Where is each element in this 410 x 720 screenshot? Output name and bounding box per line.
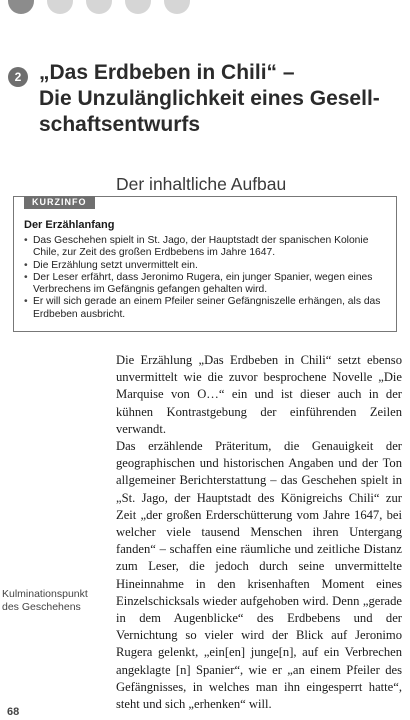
chapter-header [8,60,402,138]
body-text [116,352,402,713]
chapter-title-line: schaftsentwurfs [39,113,201,136]
summary-item: • Er will sich gerade an einem Pfeiler seiner Gefängniszelle erhängen, als das Erdbeben ausbricht. [24,296,388,321]
chapter-tab [125,0,151,14]
chapter-tabs [8,0,190,14]
chapter-title [39,60,402,138]
margin-note: Kulminationspunkt des Geschehens [2,588,88,613]
section-heading: Der inhaltliche Aufbau [116,174,287,194]
chapter-number-badge: 2 [8,67,28,87]
chapter-tab [86,0,112,14]
chapter-tab-active [8,0,34,14]
chapter-tab [47,0,73,14]
summary-list [24,235,388,321]
chapter-tab [164,0,190,14]
summary-item: • Der Leser erfährt, dass Jeronimo Rugera, ein junger Spanier, wegen eines Verbrechens im Gefängnis gefangen gehalten wird. [24,272,388,297]
body-paragraph: Das erzählende Präteritum, die Genauigkeit der geographischen und historischen Angaben und der Ton allgemeiner Berichterstattung – das Geschehen spielt in „St. Jago, der Hauptstadt des Königreichs Chili“ zur Zeit „der großen Erderschütterung vom Jahre 1647, bei welcher viele tausend Menschen ihren Untergang fanden“ – schaffen eine räumliche und zeitliche Distanz zum Leser, die jedoch durch seine unvermittelte Hineinnahme in den krisenhaften Moment eines Einzelschicksals wieder aufgehoben wird. Denn „gerade in dem Augenblicke“ des Erdbebens und der Vernichtung so vieler wird der Blick auf Jeronimo Rugera gelenkt, „ein[en] junge[n], auf ein Verbrechen angeklagte [n] Spanier“, wie er „an einem Pfeiler des Gefängnisses, in welches man ihn eingesperrt hatte“, steht und sich „erhenken“ will. [116,439,402,712]
summary-box [13,196,397,332]
page-number: 68 [7,706,20,718]
summary-box-tag: KURZINFO [24,196,95,209]
body-paragraph: Die Erzählung „Das Erdbeben in Chili“ setzt ebenso unvermittelt wie die zuvor besprochene Novelle „Die Marquise von O…“ ein und ist dieser auch in der kühnen Kontrastgebung der einführenden Zeilen verwandt. [116,353,402,436]
chapter-title-line: „Das Erdbeben in Chili“ – [39,61,295,84]
summary-item: • Das Geschehen spielt in St. Jago, der Hauptstadt der spanischen Kolonie Chile, zur Zeit des großen Erdbebens im Jahre 1647. [24,235,388,260]
summary-item: • Die Erzählung setzt unvermittelt ein. [24,260,388,272]
summary-box-heading: Der Erzählanfang [24,219,115,231]
chapter-title-line: Die Unzulänglichkeit eines Gesell- [39,87,380,110]
